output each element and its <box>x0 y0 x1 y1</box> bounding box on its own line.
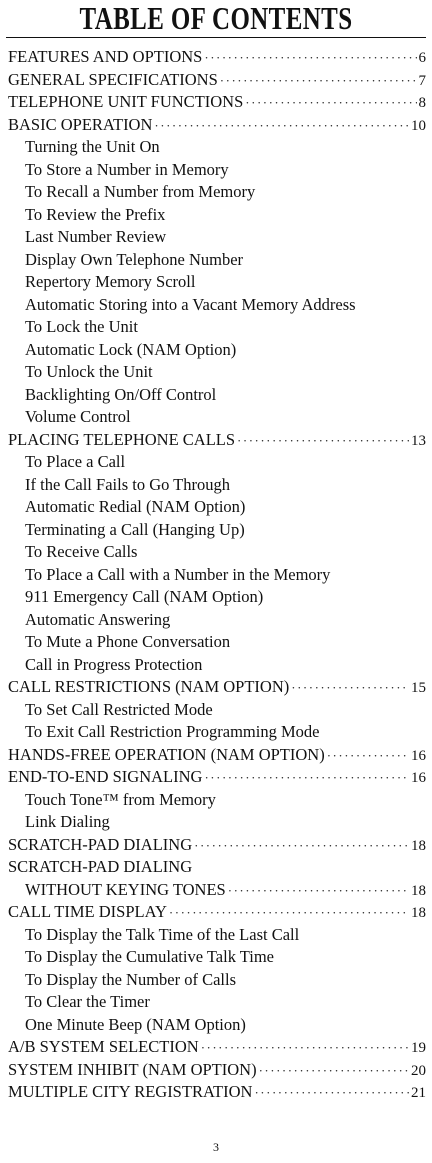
toc-subentry <box>8 294 426 317</box>
toc-subentry-label: If the Call Fails to Go Through <box>25 474 231 494</box>
toc-subentry <box>8 384 426 407</box>
toc-subentry-label: To Clear the Timer <box>25 992 150 1011</box>
toc-entry-label: A/B SYSTEM SELECTION <box>8 1037 199 1056</box>
dot-leader <box>291 677 409 699</box>
toc-subentry-label: Automatic Lock (NAM Option) <box>25 339 237 359</box>
toc-subentry-label: Call in Progress Protection <box>25 654 203 674</box>
toc-subentry-label: Link Dialing <box>25 812 110 831</box>
toc-subentry <box>8 586 426 609</box>
toc-subentry-label: Terminating a Call (Hanging Up) <box>25 519 245 539</box>
toc-entry-label: FEATURES AND OPTIONS <box>8 47 203 66</box>
toc-entry-label: END-TO-END SIGNALING <box>8 767 203 786</box>
toc-entry <box>8 744 426 767</box>
dot-leader <box>194 835 409 857</box>
page-number: 3 <box>213 1140 219 1154</box>
toc-subentry <box>8 924 426 947</box>
toc-entry-label: HANDS-FREE OPERATION (NAM OPTION) <box>8 744 325 764</box>
dot-leader <box>237 430 409 452</box>
toc-subentry <box>8 946 426 969</box>
page-title: TABLE OF CONTENTS <box>79 0 353 36</box>
toc-subentry-label: Backlighting On/Off Control <box>25 384 217 404</box>
toc-subentry-label: Automatic Storing into a Vacant Memory Address <box>25 294 356 314</box>
dot-leader <box>154 115 409 137</box>
toc-subentry-label: To Display the Cumulative Talk Time <box>25 947 275 966</box>
toc-subentry-label: To Display the Talk Time of the Last Call <box>25 924 300 944</box>
toc-subentry <box>8 969 426 992</box>
toc-entry-page: 19 <box>411 1040 426 1056</box>
toc-subentry <box>8 564 426 587</box>
dot-leader <box>169 902 409 924</box>
toc-subentry-label: To Display the Number of Calls <box>25 969 237 989</box>
dot-leader <box>228 880 409 902</box>
dot-leader <box>220 70 417 92</box>
toc-subentry <box>8 699 426 722</box>
toc-subentry-label: To Place a Call with a Number in the Memory <box>25 564 331 584</box>
toc-subentry-label: Touch Tone™ from Memory <box>25 789 216 809</box>
toc-subentry <box>8 496 426 519</box>
toc-subentry-label: To Unlock the Unit <box>25 362 153 381</box>
toc-subentry-label: To Receive Calls <box>25 542 138 561</box>
toc-entry <box>8 1059 426 1082</box>
toc-entry <box>8 91 426 114</box>
toc-subentry <box>8 406 426 429</box>
toc-entry-label: PLACING TELEPHONE CALLS <box>8 429 236 449</box>
toc-subentry <box>8 631 426 654</box>
toc-entry <box>8 879 426 902</box>
title-underline <box>6 37 426 38</box>
toc-entry-label: MULTIPLE CITY REGISTRATION <box>8 1082 253 1101</box>
toc-subentry <box>8 159 426 182</box>
toc-subentry-label: To Mute a Phone Conversation <box>25 632 231 651</box>
toc-subentry-label: To Review the Prefix <box>25 204 166 224</box>
toc-entry-label: GENERAL SPECIFICATIONS <box>8 69 218 89</box>
toc-subentry <box>8 226 426 249</box>
table-of-contents <box>8 46 426 1104</box>
toc-entry-label: CALL RESTRICTIONS (NAM OPTION) <box>8 677 290 696</box>
toc-subentry <box>8 811 426 834</box>
toc-subentry-label: 911 Emergency Call (NAM Option) <box>25 587 264 606</box>
toc-subentry <box>8 136 426 159</box>
toc-subentry <box>8 451 426 474</box>
toc-entry <box>8 676 426 699</box>
toc-subentry-label: To Lock the Unit <box>25 317 138 336</box>
toc-entry-page: 16 <box>411 770 426 786</box>
toc-entry-label: TELEPHONE UNIT FUNCTIONS <box>8 92 244 111</box>
toc-entry-label: CALL TIME DISPLAY <box>8 902 167 921</box>
dot-leader <box>204 47 416 69</box>
toc-entry-page: 18 <box>411 882 426 899</box>
toc-entry-page: 6 <box>418 50 426 66</box>
toc-subentry-label: To Place a Call <box>25 452 126 471</box>
toc-entry-page: 7 <box>418 72 426 89</box>
dot-leader <box>204 767 409 789</box>
toc-subentry-label: Volume Control <box>25 407 131 426</box>
toc-entry-page: 15 <box>411 680 426 696</box>
toc-entry <box>8 69 426 92</box>
dot-leader <box>201 1037 409 1059</box>
toc-subentry-label: Display Own Telephone Number <box>25 249 244 269</box>
toc-entry <box>8 46 426 69</box>
toc-entry <box>8 856 426 879</box>
dot-leader <box>259 1060 409 1082</box>
toc-entry <box>8 1081 426 1104</box>
toc-subentry <box>8 1014 426 1037</box>
toc-subentry-label: To Recall a Number from Memory <box>25 182 256 201</box>
toc-entry-page: 13 <box>411 432 426 449</box>
toc-entry-page: 20 <box>411 1062 426 1079</box>
dot-leader <box>245 92 416 114</box>
toc-entry-page: 21 <box>411 1085 426 1101</box>
toc-subentry <box>8 249 426 272</box>
toc-subentry <box>8 541 426 564</box>
toc-entry-label: BASIC OPERATION <box>8 114 153 134</box>
toc-entry <box>8 429 426 452</box>
toc-subentry-label: To Exit Call Restriction Programming Mode <box>25 722 320 741</box>
toc-subentry <box>8 789 426 812</box>
toc-entry-label: SCRATCH-PAD DIALING <box>8 857 193 876</box>
toc-subentry <box>8 519 426 542</box>
toc-subentry-label: Repertory Memory Scroll <box>25 272 196 291</box>
toc-subentry-label: To Store a Number in Memory <box>25 159 229 179</box>
toc-subentry-label: Last Number Review <box>25 227 167 246</box>
toc-entry <box>8 901 426 924</box>
toc-subentry <box>8 609 426 632</box>
toc-subentry <box>8 654 426 677</box>
dot-leader <box>327 745 409 767</box>
toc-entry <box>8 114 426 137</box>
toc-subentry-label: Turning the Unit On <box>25 137 160 156</box>
toc-subentry <box>8 316 426 339</box>
toc-entry-page: 10 <box>411 117 426 134</box>
toc-entry-label: SCRATCH-PAD DIALING <box>8 834 193 854</box>
toc-subentry <box>8 339 426 362</box>
toc-entry-page: 8 <box>418 95 426 111</box>
toc-subentry-label: To Set Call Restricted Mode <box>25 699 213 719</box>
toc-subentry <box>8 271 426 294</box>
toc-entry-label: WITHOUT KEYING TONES <box>25 879 226 899</box>
dot-leader <box>254 1082 409 1104</box>
toc-subentry-label: One Minute Beep (NAM Option) <box>25 1014 246 1034</box>
toc-subentry <box>8 361 426 384</box>
toc-entry-page: 18 <box>411 837 426 854</box>
toc-entry <box>8 766 426 789</box>
toc-entry <box>8 834 426 857</box>
toc-subentry-label: Automatic Answering <box>25 609 171 629</box>
toc-subentry-label: Automatic Redial (NAM Option) <box>25 497 246 516</box>
toc-subentry <box>8 474 426 497</box>
toc-entry-label: SYSTEM INHIBIT (NAM OPTION) <box>8 1059 257 1079</box>
toc-entry-page: 16 <box>411 747 426 764</box>
toc-subentry <box>8 721 426 744</box>
toc-subentry <box>8 204 426 227</box>
toc-entry-page: 18 <box>411 905 426 921</box>
toc-subentry <box>8 181 426 204</box>
toc-subentry <box>8 991 426 1014</box>
toc-entry <box>8 1036 426 1059</box>
